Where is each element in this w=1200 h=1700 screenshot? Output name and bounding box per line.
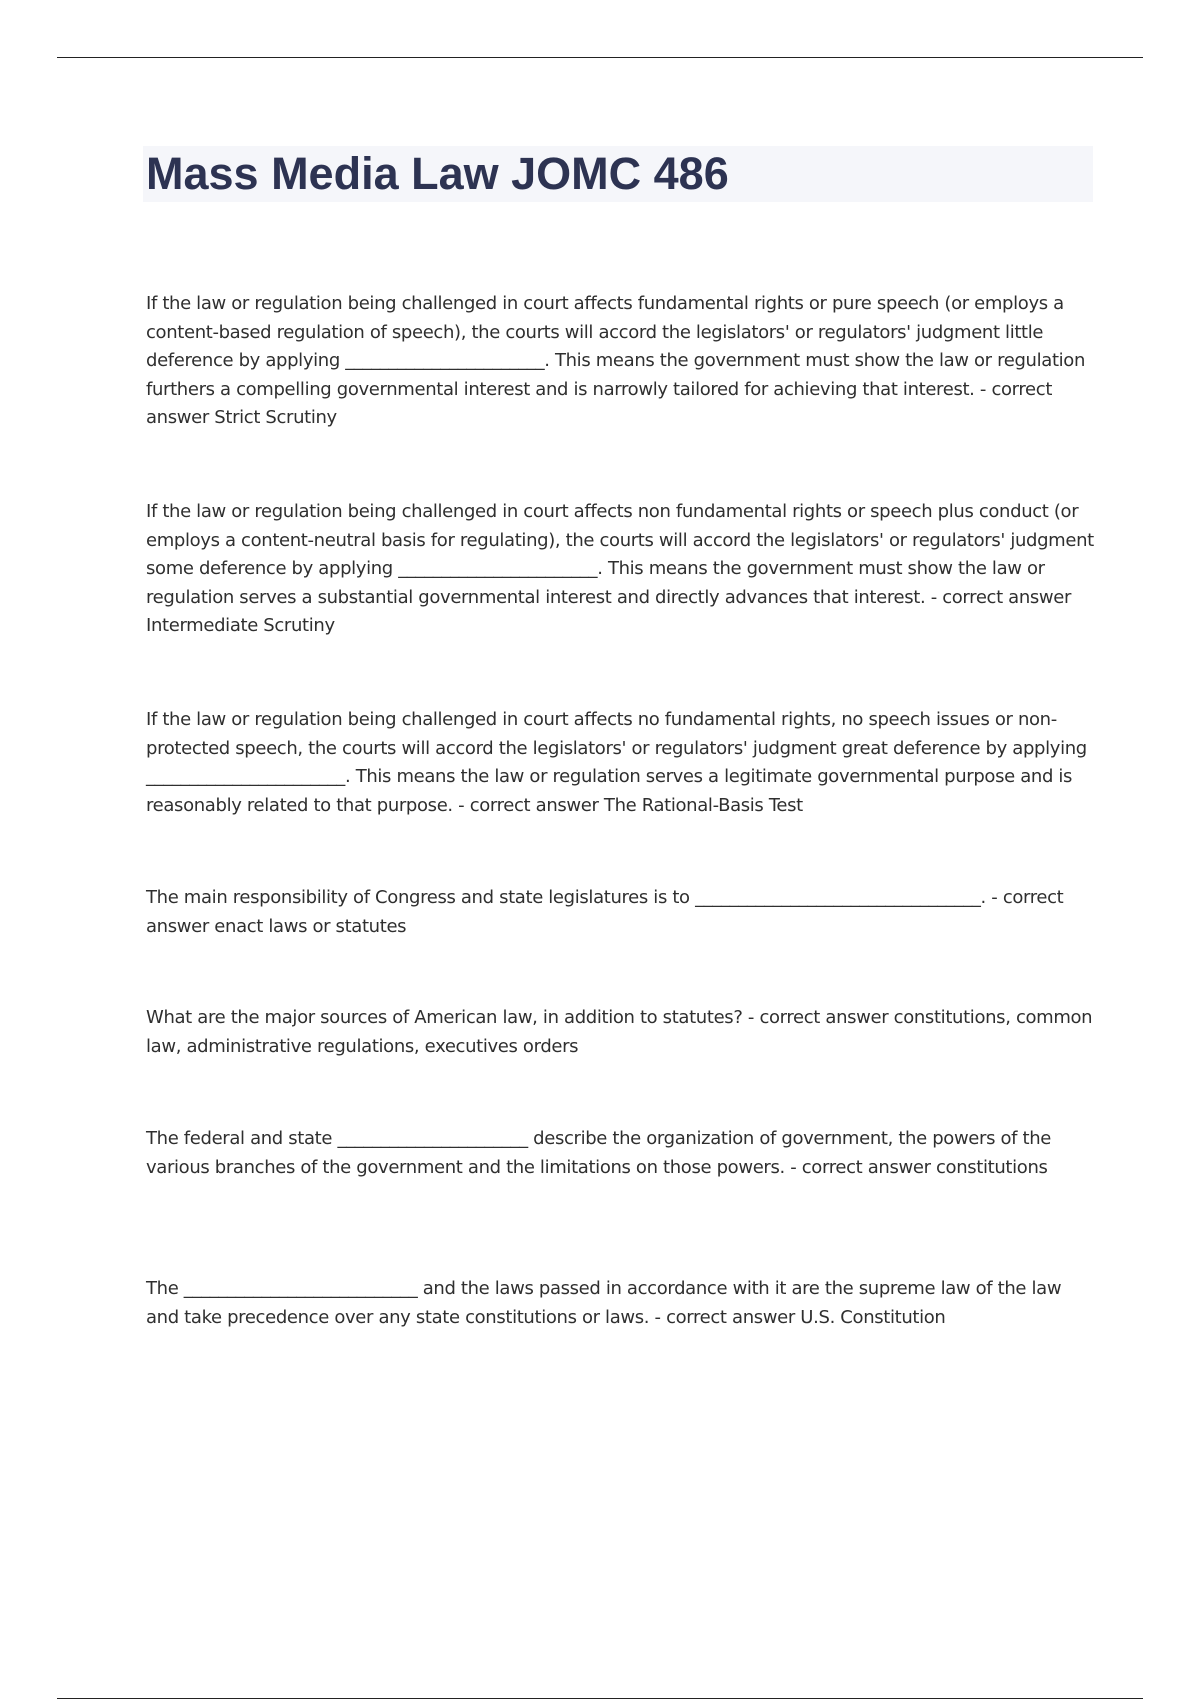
answer-separator: - (742, 1007, 760, 1028)
qa-item-3 (146, 706, 1094, 820)
question-text: If the law or regulation being challenged in court affects no fundamental rights, no speech issues or non-protected speech, the courts will accord the legislators' or regulators' judgment great deference by applying _______________________. This means the law or regulation serves a legitimate governmental purpose and is reasonably related to that purpose. (146, 709, 1087, 816)
question-text: The ___________________________ and the laws passed in accordance with it are the supreme law of the law and take precedence over any state constitutions or laws. (146, 1278, 1062, 1328)
question-text: The main responsibility of Congress and state legislatures is to _________________________________. (146, 887, 986, 908)
qa-item-4 (146, 884, 1094, 941)
answer-separator: - (452, 794, 470, 816)
answer-text: correct answer constitutions, common law, administrative regulations, executives orders (146, 1007, 1093, 1057)
question-text: What are the major sources of American law, in addition to statutes? (146, 1007, 743, 1028)
answer-separator: - (985, 887, 1003, 908)
bottom-rule (57, 1698, 1143, 1699)
answer-separator: - (784, 1156, 802, 1178)
answer-text: correct answer enact laws or statutes (146, 887, 1064, 937)
answer-separator: - (649, 1306, 667, 1328)
top-rule (57, 57, 1143, 58)
question-text: If the law or regulation being challenged in court affects fundamental rights or pure speech (or employs a content-based regulation of speech), the courts will accord the legislators' or regulators' judgment little deference by applying _______________________. This means the government must show the law or regulation furthers a compelling governmental interest and is narrowly tailored for achieving that interest. (146, 293, 1086, 400)
answer-text: correct answer Intermediate Scrutiny (146, 586, 1072, 636)
qa-item-7 (146, 1275, 1094, 1332)
question-text: If the law or regulation being challenged in court affects non fundamental rights or speech plus conduct (or employs a content-neutral basis for regulating), the courts will accord the legislators' or regulators' judgment some deference by applying _______________________. This means the government must show the law or regulation serves a substantial governmental interest and directly advances that interest. (146, 501, 1094, 608)
answer-separator: - (974, 378, 992, 400)
qa-item-5 (146, 1004, 1094, 1061)
qa-item-2 (146, 498, 1094, 641)
answer-separator: - (925, 586, 943, 608)
question-text: The federal and state ______________________ describe the organization of government, the powers of the various branches of the government and the limitations on those powers. (146, 1128, 1051, 1178)
answer-text: correct answer constitutions (801, 1156, 1048, 1178)
answer-text: correct answer U.S. Constitution (666, 1306, 946, 1328)
document-title: Mass Media Law JOMC 486 (146, 148, 729, 199)
qa-item-6 (146, 1125, 1094, 1182)
qa-item-1 (146, 290, 1094, 433)
answer-text: correct answer Strict Scrutiny (146, 378, 1053, 428)
answer-text: correct answer The Rational-Basis Test (469, 794, 803, 816)
